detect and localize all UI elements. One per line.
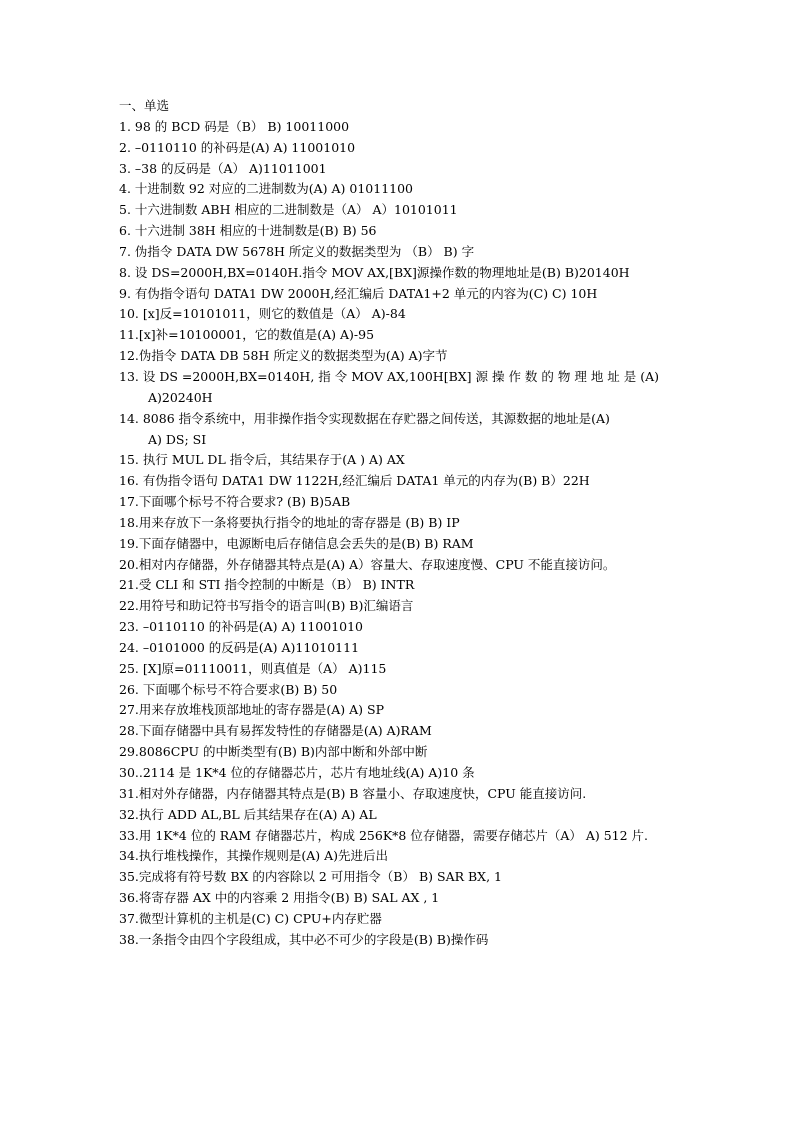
question-line: 1. 98 的 BCD 码是（B） B) 10011000: [119, 118, 350, 134]
question-line: 27.用来存放堆栈顶部地址的寄存器是(A) A) SP: [119, 702, 384, 718]
question-line: 12.伪指令 DATA DB 58H 所定义的数据类型为(A) A)字节: [119, 348, 448, 364]
question-line: 9. 有伪指令语句 DATA1 DW 2000H,经汇编后 DATA1+2 单元的内容为(C) C) 10H: [119, 285, 598, 301]
question-line: 18.用来存放下一条将要执行指令的地址的寄存器是 (B) B) IP: [119, 514, 460, 530]
document-body: [119, 96, 679, 951]
question-line: 14. 8086 指令系统中，用非操作指令实现数据在存贮器之间传送，其源数据的地址是(A): [119, 410, 610, 426]
question-line: 13. 设 DS =2000H,BX=0140H, 指 令 MOV AX,100H[BX] 源 操 作 数 的 物 理 地 址 是 (A): [119, 368, 660, 384]
question-line: 10. [x]反=10101011，则它的数值是（A） A)-84: [119, 306, 406, 322]
question-line: 33.用 1K*4 位的 RAM 存储器芯片，构成 256K*8 位存储器，需要存储芯片（A） A) 512 片.: [119, 827, 649, 843]
question-line: 28.下面存储器中具有易挥发特性的存储器是(A) A)RAM: [119, 723, 432, 739]
question-line: 38.一条指令由四个字段组成，其中必不可少的字段是(B) B)操作码: [119, 931, 489, 947]
question-line: 29.8086CPU 的中断类型有(B) B)内部中断和外部中断: [119, 744, 428, 760]
question-line: 7. 伪指令 DATA DW 5678H 所定义的数据类型为 （B） B) 字: [119, 243, 475, 259]
question-line: 35.完成将有符号数 BX 的内容除以 2 可用指令（B） B) SAR BX, 1: [119, 869, 502, 885]
question-line: 4. 十进制数 92 对应的二进制数为(A) A) 01011100: [119, 181, 414, 197]
question-line: 3. –38 的反码是（A） A)11011001: [119, 160, 327, 176]
question-line: 25. [X]原=01110011，则真值是（A） A)115: [119, 660, 387, 676]
question-line: 24. –0101000 的反码是(A) A)11010111: [119, 639, 360, 655]
question-line: 20.相对内存储器，外存储器其特点是(A) A）容量大、存取速度慢、CPU 不能直接访问。: [119, 556, 616, 572]
question-line: 31.相对外存储器，内存储器其特点是(B) B 容量小、存取速度快，CPU 能直接访问.: [119, 785, 587, 801]
question-line: 26. 下面哪个标号不符合要求(B) B) 50: [119, 681, 338, 697]
question-line: 5. 十六进制数 ABH 相应的二进制数是（A） A）10101011: [119, 202, 458, 218]
question-line: 30..2114 是 1K*4 位的存储器芯片，芯片有地址线(A) A)10 条: [119, 765, 475, 780]
question-line: 8. 设 DS=2000H,BX=0140H.指令 MOV AX,[BX]源操作数的物理地址是(B) B)20140H: [119, 264, 630, 280]
question-line: 22.用符号和助记符书写指令的语言叫(B) B)汇编语言: [119, 598, 414, 614]
question-line: 37.微型计算机的主机是(C) C) CPU+内存贮器: [119, 910, 382, 926]
question-line: 32.执行 ADD AL,BL 后其结果存在(A) A) AL: [119, 806, 377, 822]
question-line: 34.执行堆栈操作，其操作规则是(A) A)先进后出: [119, 848, 389, 864]
question-line: 6. 十六进制 38H 相应的十进制数是(B) B) 56: [119, 223, 377, 239]
answer-continuation-line: A)20240H: [148, 389, 213, 405]
question-line: 16. 有伪指令语句 DATA1 DW 1122H,经汇编后 DATA1 单元的内存为(B) B）22H: [119, 473, 590, 489]
question-line: 19.下面存储器中，电源断电后存储信息会丢失的是(B) B) RAM: [119, 535, 474, 551]
section-title: 一、单选: [119, 98, 170, 113]
question-line: 15. 执行 MUL DL 指令后，其结果存于(A ) A) AX: [119, 452, 405, 468]
question-line: 36.将寄存器 AX 中的内容乘 2 用指令(B) B) SAL AX , 1: [119, 890, 440, 906]
question-line: 2. –0110110 的补码是(A) A) 11001010: [119, 139, 356, 155]
question-line: 11.[x]补=10100001，它的数值是(A) A)-95: [119, 327, 375, 343]
question-line: 17.下面哪个标号不符合要求? (B) B)5AB: [119, 494, 351, 510]
question-line: 23. –0110110 的补码是(A) A) 11001010: [119, 619, 364, 635]
question-line: 21.受 CLI 和 STI 指令控制的中断是（B） B) INTR: [119, 577, 415, 593]
answer-continuation-line: A) DS; SI: [148, 431, 207, 447]
